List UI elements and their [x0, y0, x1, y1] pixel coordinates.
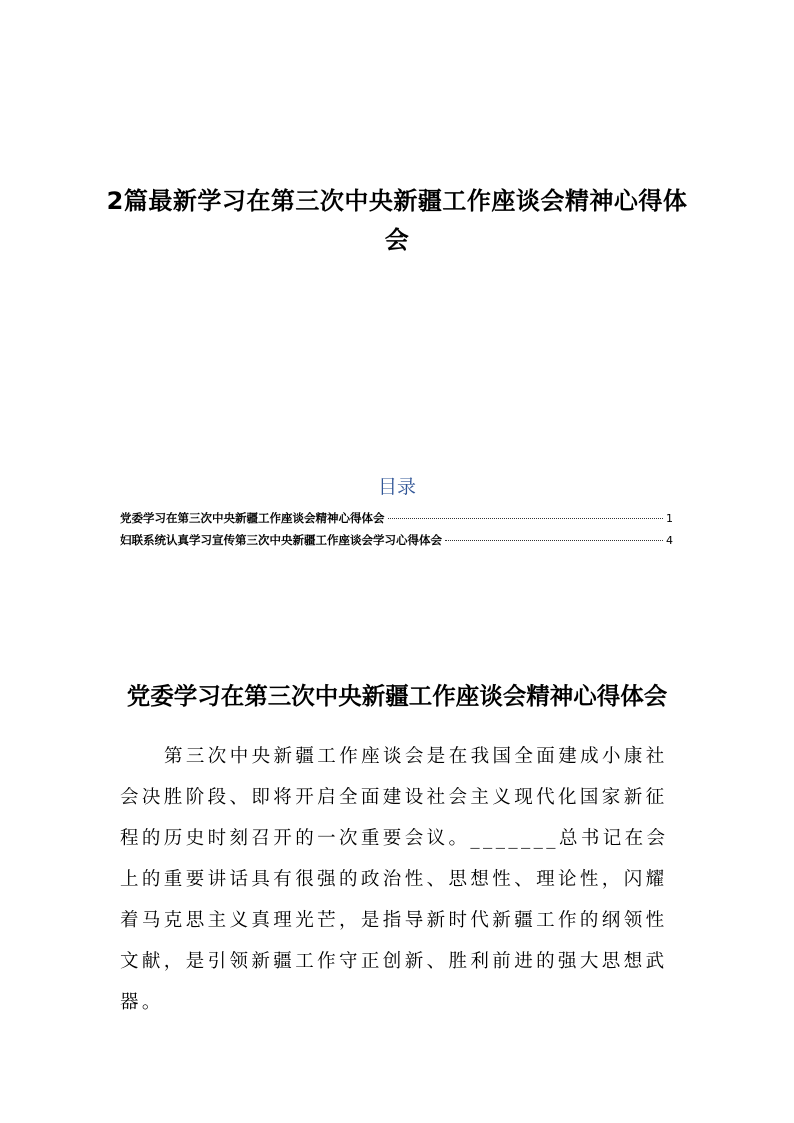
toc-entry-2[interactable]: [120, 532, 673, 554]
document-title: 2篇最新学习在第三次中央新疆工作座谈会精神心得体会: [106, 187, 688, 254]
table-of-contents: [120, 510, 673, 554]
toc-entry-text: 妇联系统认真学习宣传第三次中央新疆工作座谈会学习心得体会: [120, 533, 442, 547]
toc-entry-1[interactable]: [120, 510, 673, 532]
toc-leader-dots: [388, 518, 664, 519]
toc-leader-dots: [445, 540, 663, 541]
toc-page-number: 1: [666, 512, 673, 525]
toc-page-number: 4: [666, 534, 673, 547]
toc-entry-text: 党委学习在第三次中央新疆工作座谈会精神心得体会: [120, 511, 385, 525]
section-title: 党委学习在第三次中央新疆工作座谈会精神心得体会: [126, 682, 668, 710]
toc-heading: 目录: [377, 476, 416, 498]
body-paragraph: 第三次中央新疆工作座谈会是在我国全面建成小康社会决胜阶段、即将开启全面建设社会主义现代化国家新征程的历史时刻召开的一次重要会议。_______总书记在会上的重要讲话具有很强的政治性、思想性、理论性，闪耀着马克思主义真理光芒，是指导新时代新疆工作的纲领性文献，是引领新疆工作守正创新、胜利前进的强大思想武器。: [120, 746, 669, 1013]
